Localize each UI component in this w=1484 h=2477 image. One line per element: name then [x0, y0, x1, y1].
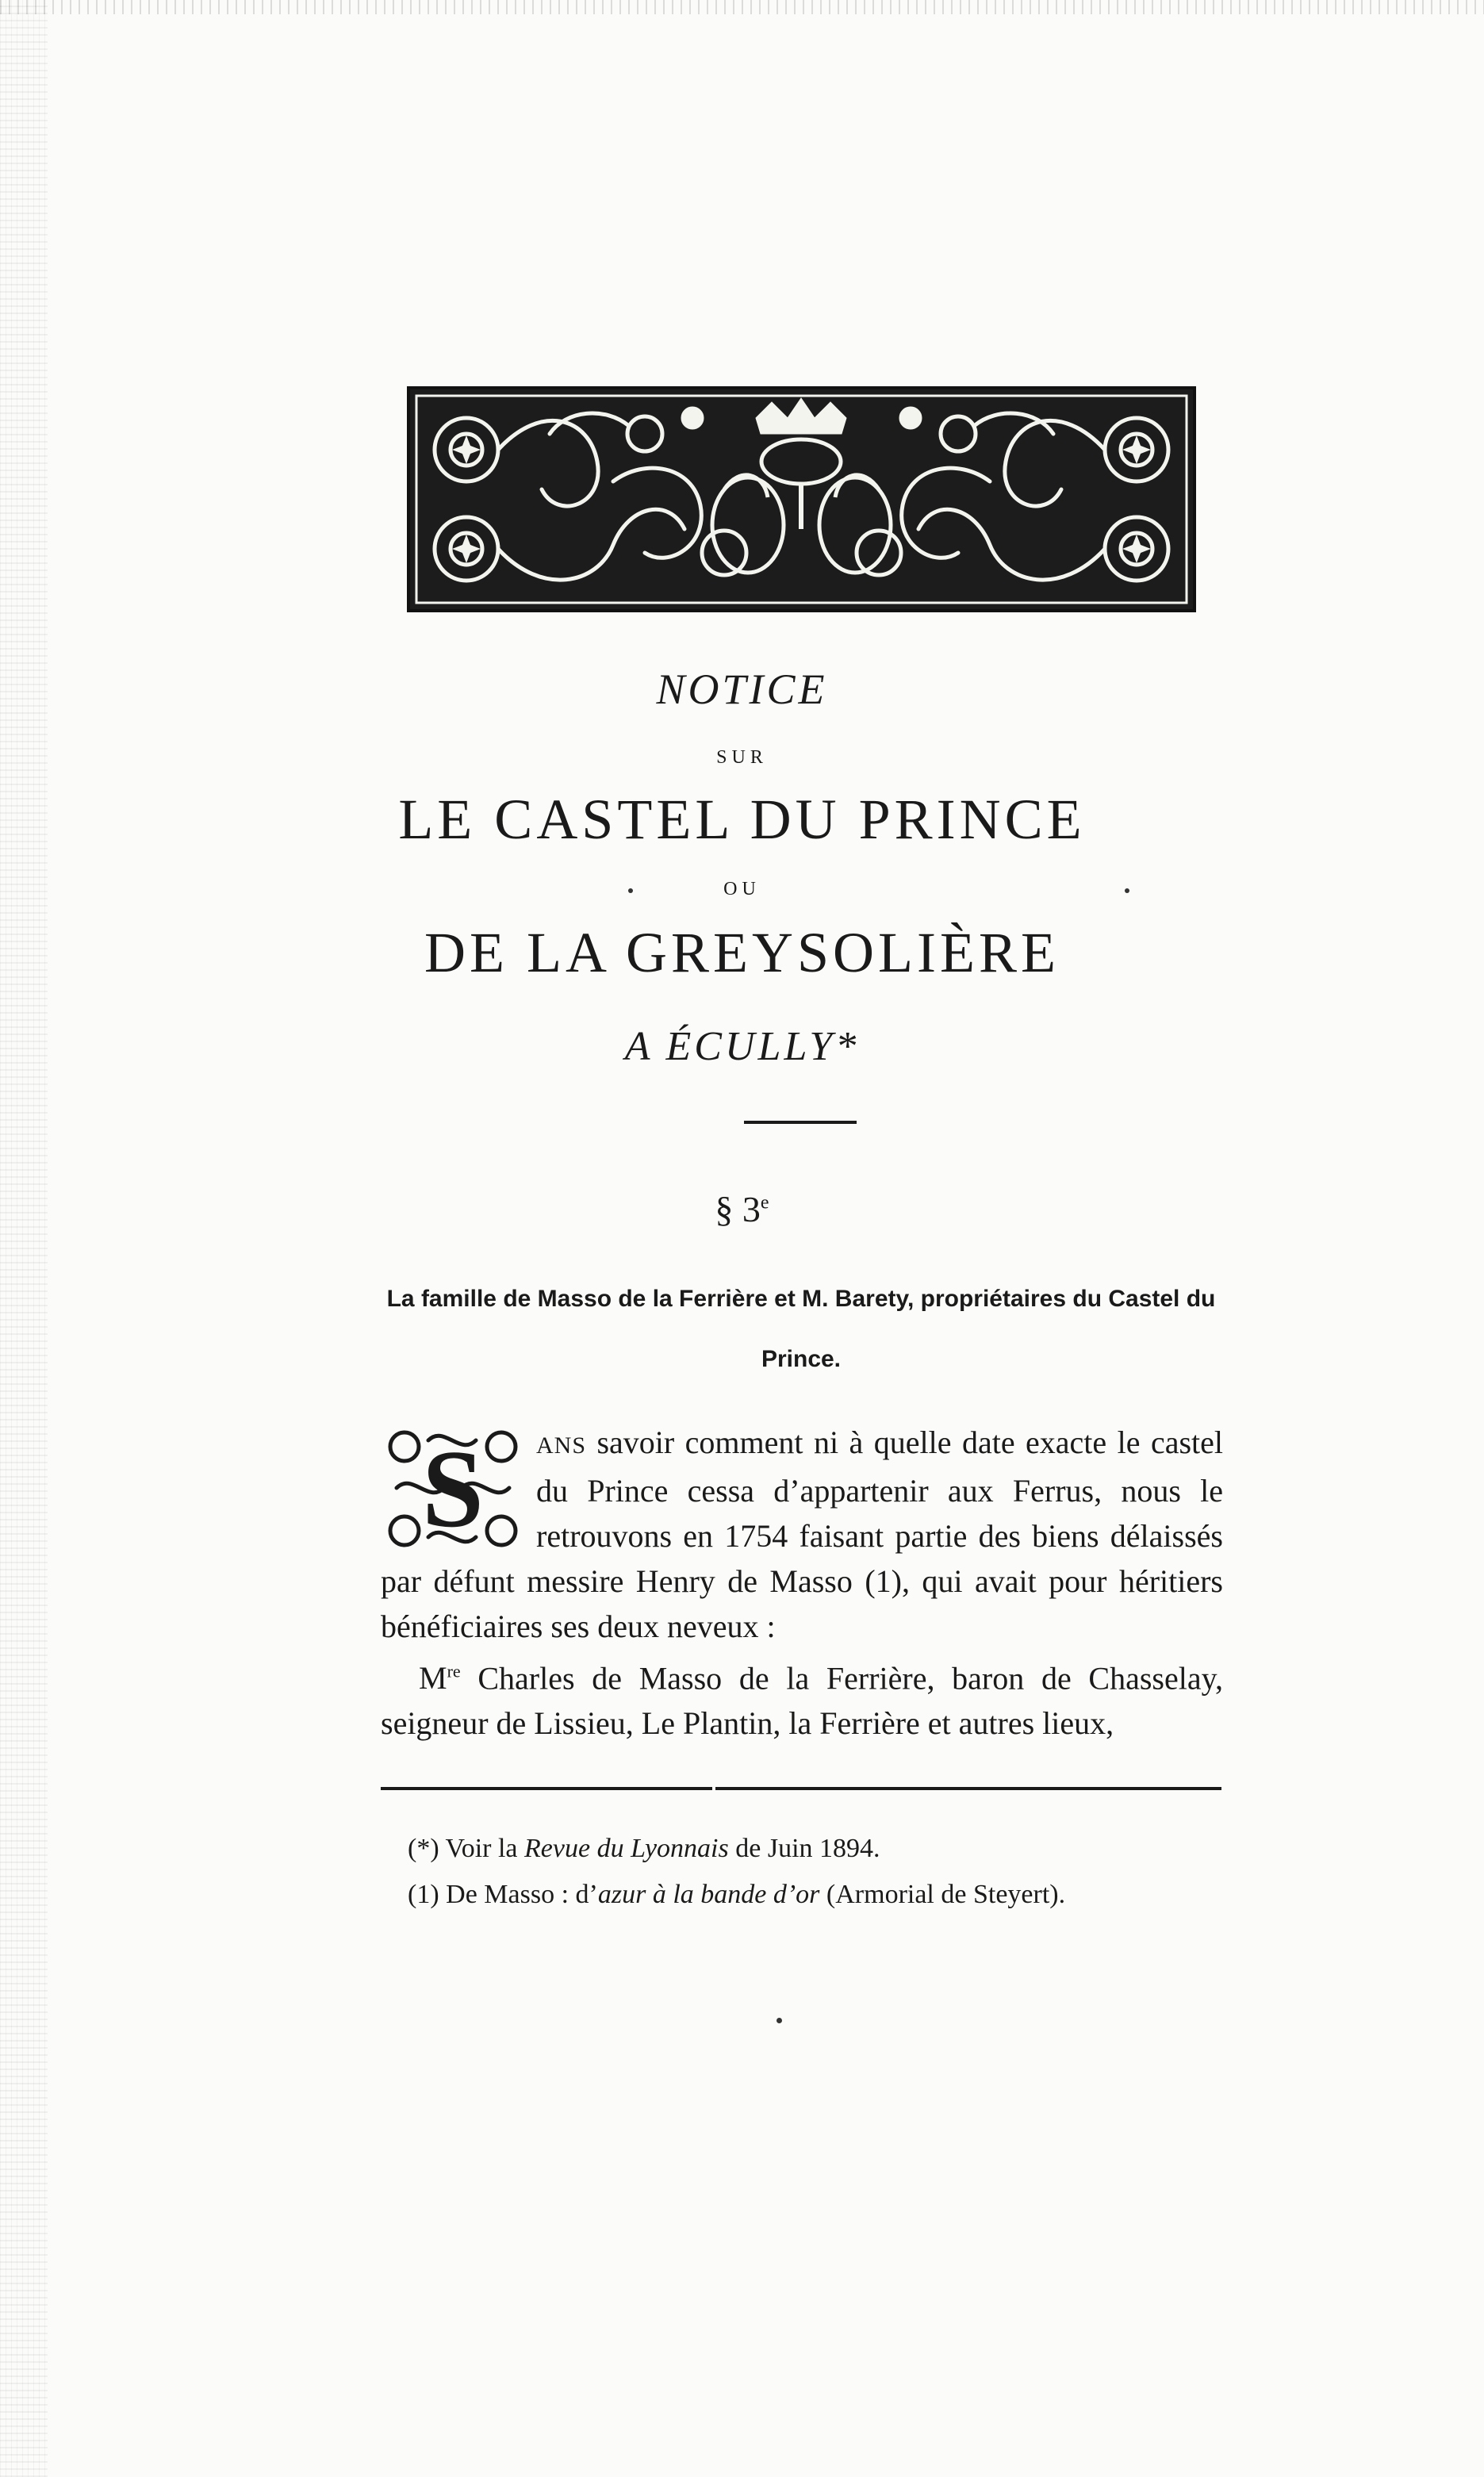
paragraph-2: [381, 1649, 1223, 1746]
footnote-2-before: De Masso : d’: [446, 1880, 598, 1909]
sur-connector: SUR: [716, 747, 768, 768]
title-rule: [744, 1121, 857, 1124]
paragraph-1-caps: ANS: [536, 1432, 587, 1459]
scan-edge-top: [0, 0, 1484, 14]
footnote-1: [408, 1826, 1217, 1872]
section-number-sup: e: [760, 1192, 769, 1214]
footnote-2-italic: azur à la bande d’or: [597, 1880, 820, 1909]
scan-speck: [777, 2018, 782, 2023]
footnote-2: [408, 1872, 1217, 1918]
dropcap-s-icon: [381, 1424, 525, 1553]
scan-speck: [628, 888, 633, 893]
footnote-1-italic: Revue du Lyonnais: [524, 1834, 729, 1863]
ornamental-headpiece-icon: [407, 386, 1196, 612]
paragraph-2-text: Charles de Masso de la Ferrière, baron de Chasselay, seigneur de Lissieu, Le Plantin, la Ferrière et autres lieux,: [381, 1660, 1223, 1742]
scan-edge-left: [0, 0, 48, 2477]
title-line-2: DE LA GREYSOLIÈRE: [424, 921, 1060, 984]
footnote-2-after: (Armorial de Steyert).: [819, 1880, 1066, 1909]
footnotes: [408, 1826, 1217, 1918]
svg-text:S: S: [422, 1428, 484, 1551]
section-heading: La famille de Masso de la Ferrière et M. Barety, propriétaires du Castel du Prince.: [386, 1286, 1216, 1372]
paragraph-2-prefix-sup: re: [447, 1662, 461, 1681]
paragraph-2-prefix-letter: M: [419, 1660, 447, 1697]
scan-speck: [1125, 888, 1129, 893]
section-number-text: § 3: [715, 1189, 761, 1229]
body-text: [381, 1420, 1223, 1746]
footnote-rule: [381, 1787, 1221, 1790]
footnote-2-mark: (1): [408, 1880, 439, 1909]
paragraph-2-prefix: [419, 1660, 461, 1696]
footnote-1-before: Voir la: [445, 1834, 525, 1863]
place-subtitle: A ÉCULLY*: [624, 1024, 860, 1069]
footnote-1-mark: (*): [408, 1834, 439, 1863]
ou-connector: OU: [723, 879, 761, 899]
section-number: [0, 1188, 1484, 1230]
title-line-1: LE CASTEL DU PRINCE: [398, 788, 1086, 851]
notice-heading: NOTICE: [656, 665, 828, 713]
footnote-1-after: de Juin 1894.: [728, 1834, 880, 1863]
paragraph-1-text: savoir comment ni à quelle date exacte le castel du Prince cessa d’appartenir aux Ferrus, nous le retrouvons en 1754 faisant partie des biens délaissés par défunt messire Henry de Masso (1), qui avait pour héritiers bénéficiaires ses deux neveux :: [381, 1424, 1223, 1644]
